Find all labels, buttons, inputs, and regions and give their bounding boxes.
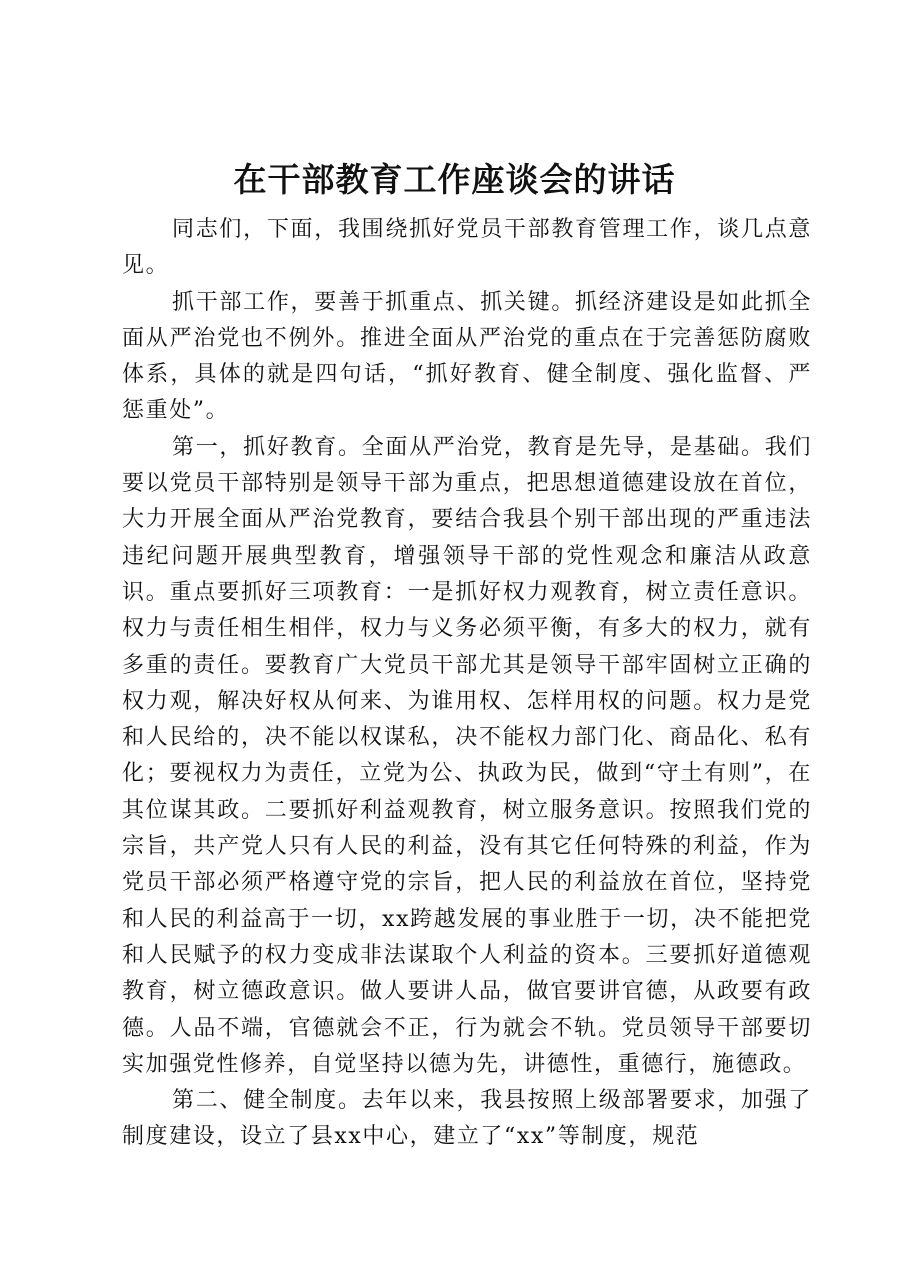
paragraph-education: 第一，抓好教育。全面从严治党，教育是先导，是基础。我们要以党员干部特别是领导干部为重点，把思想道德建设放在首位，大力开展全面从严治党教育，要结合我县个别干部出现的严重违法违纪问题开展典型教育，增强领导干部的党性观念和廉洁从政意识。重点要抓好三项教育：一是抓好权力观教育，树立责任意识。权力与责任相生相伴，权力与义务必须平衡，有多大的权力，就有多重的责任。要教育广大党员干部尤其是领导干部牢固树立正确的权力观，解决好权从何来、为谁用权、怎样用权的问题。权力是党和人民给的，决不能以权谋私，决不能权力部门化、商品化、私有化；要视权力为责任，立党为公、执政为民，做到“守土有则”，在其位谋其政。二要抓好利益观教育，树立服务意识。按照我们党的宗旨，共产党人只有人民的利益，没有其它任何特殊的利益，作为党员干部必须严格遵守党的宗旨，把人民的利益放在首位，坚持党和人民的利益高于一切，xx跨越发展的事业胜于一切，决不能把党和人民赋予的权力变成非法谋取个人利益的资本。三要抓好道德观教育，树立德政意识。做人要讲人品，做官要讲官德，从政要有政德。人品不端，官德就会不正，行为就会不轨。党员领导干部要切实加强党性修养，自觉坚持以德为先，讲德性，重德行，施德政。 bbox=[122, 434, 812, 1077]
paragraph-systems: 第二、健全制度。去年以来，我县按照上级部署要求，加强了制度建设，设立了县xx中心，建立了“xx”等制度，规范 bbox=[122, 1088, 812, 1150]
paragraph-key-points: 抓干部工作，要善于抓重点、抓关键。抓经济建设是如此抓全面从严治党也不例外。推进全面从严治党的重点在于完善惩防腐败体系，具体的就是四句话，“抓好教育、健全制度、强化监督、严惩重处”。 bbox=[122, 289, 812, 424]
document-title: 在干部教育工作座谈会的讲话 bbox=[233, 160, 676, 199]
document-body bbox=[122, 212, 812, 1156]
paragraph-opening: 同志们，下面，我围绕抓好党员干部教育管理工作，谈几点意见。 bbox=[122, 217, 812, 279]
